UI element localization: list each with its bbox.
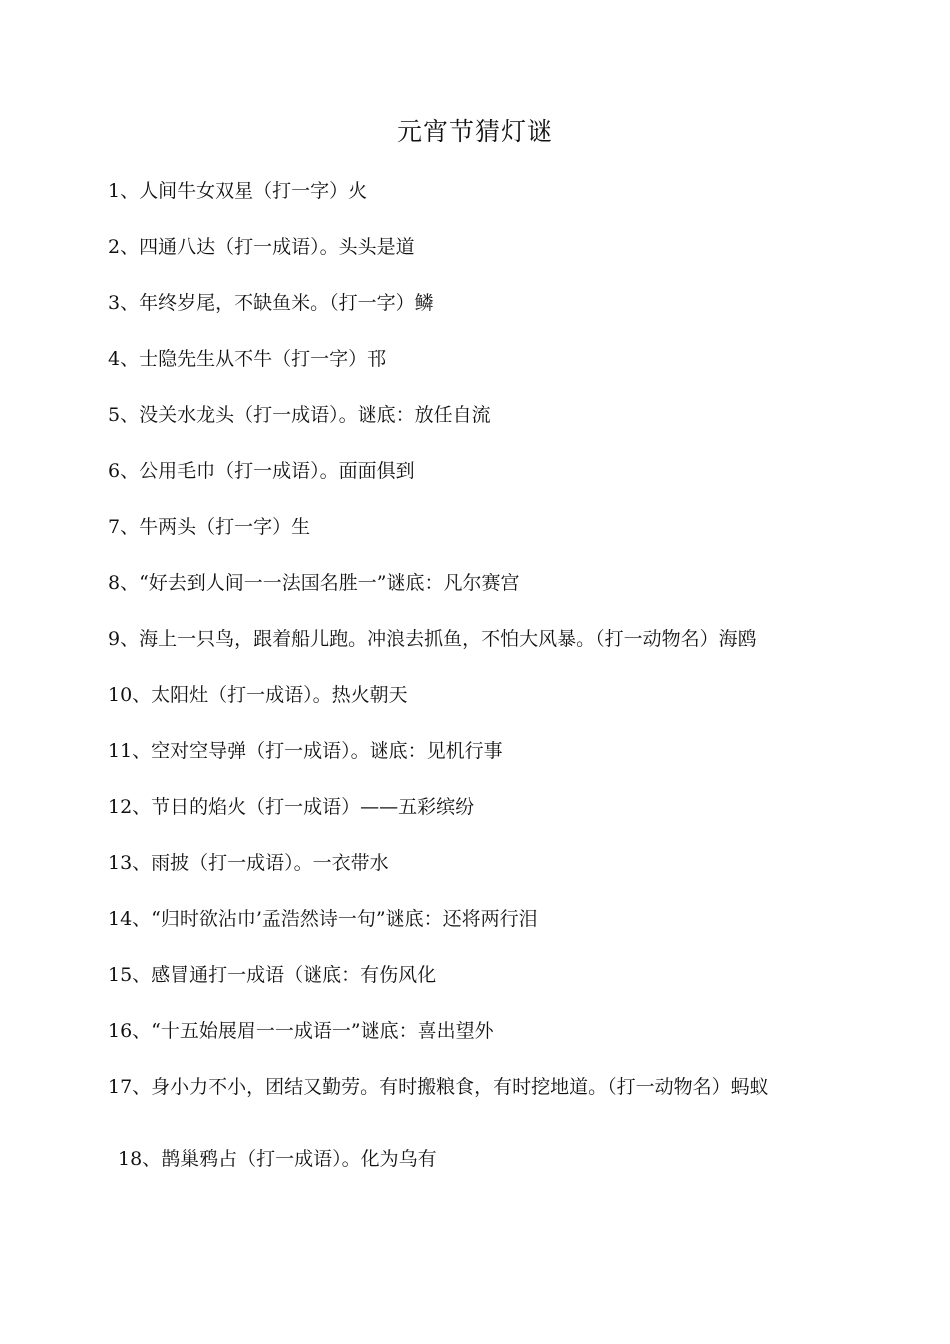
riddle-item: 6、公用毛巾（打一成语）。面面俱到	[108, 460, 415, 482]
riddle-item: 10、太阳灶（打一成语）。热火朝天	[108, 684, 408, 706]
page-title: 元宵节猜灯谜	[396, 117, 553, 146]
riddle-item: 15、感冒通打一成语（谜底：有伤风化	[108, 964, 437, 986]
riddle-item: 9、海上一只鸟，跟着船儿跑。冲浪去抓鱼，不怕大风暴。（打一动物名）海鸥	[108, 628, 757, 650]
riddle-list	[108, 172, 769, 1124]
riddle-item: 17、身小力不小，团结又勤劳。有时搬粮食，有时挖地道。（打一动物名）蚂蚁	[108, 1076, 769, 1098]
riddle-item: 13、雨披（打一成语）。一衣带水	[108, 852, 389, 874]
riddle-item: 12、节日的焰火（打一成语）——五彩缤纷	[108, 796, 475, 818]
riddle-item: 7、牛两头（打一字）生	[108, 516, 311, 538]
riddle-item: 16、“十五始展眉一一成语一”谜底：喜出望外	[108, 1020, 494, 1042]
riddle-item: 8、“好去到人间一一法国名胜一”谜底：凡尔赛宫	[108, 572, 520, 594]
riddle-item: 4、士隐先生从不牛（打一字）邗	[108, 348, 387, 370]
riddle-item: 11、空对空导弹（打一成语）。谜底：见机行事	[108, 740, 503, 762]
riddle-item: 3、年终岁尾，不缺鱼米。（打一字）鳞	[108, 292, 434, 314]
riddle-item: 1、人间牛女双星（打一字）火	[108, 180, 368, 202]
riddle-item: 5、没关水龙头（打一成语）。谜底：放任自流	[108, 404, 491, 426]
riddle-item: 2、四通八达（打一成语）。头头是道	[108, 236, 415, 258]
riddle-item-wrapped: 18、鹊巢鸦占（打一成语）。化为乌有	[118, 1148, 437, 1170]
riddle-item: 14、“归时欲沾巾’孟浩然诗一句”谜底：还将两行泪	[108, 908, 538, 930]
